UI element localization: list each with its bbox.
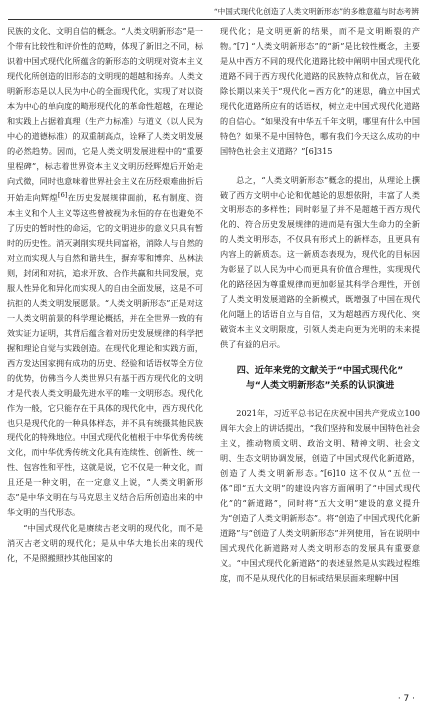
page-number: · 7 ·: [397, 694, 415, 704]
left-paragraph-1-tail: 在历史发展规律面前，私有制度、资本主义和个人主义等这些曾被视为永恒的存在也避免不了历史的暂时性的命运，它的文明进步的意义只具有暂时的历史性。消灭剥削实现共同富裕，消除人与自然的对立而实现人与自然和谐共生，摒弃零和博弈、丛林法则，封闭和对抗，追求开放、合作共赢和共同发展，克服人性异化和异化而实现人的自由全面发展，这是不可抗拒的人类文明发展愿景。“人类文明新形态”正是对这一人类文明前景的科学理论概括，并在全世界一致的有效实证力证明，其背后蕴含着对历史发展规律的科学把握和理论自觉与实践创造。在现代化理论和实践方面，西方发达国家拥有成功的历史、经验和话语权等全方位的优势，仿佛当今人类世界只有基于西方现代化的文明才是代表人类文明最先进水平的唯一文明形态。现代化作为一般，它只能存在于具体的现代化中，西方现代化也只是现代化的一种具体样态，并不具有统摄其他民族现代化的特殊地位。中国式现代化植根于中华优秀传统文化，而中华优秀传统文化具有连续性、创新性、统一性、包容性和平性，这就是说，它不仅是一种文化，而且还是一种文明，在一定意义上说，“人类文明新形态”是中华文明在与马克思主义结合后所创造出来的中华文明的当代形态。: [7, 193, 203, 518]
section-heading-line-2: 与“人类文明新形态”关系的认识演进: [245, 381, 395, 392]
running-header: “中国式现代化创造了人类文明新形态”的多维意蕴与时态考辨: [213, 7, 419, 16]
right-paragraph-2021: 2021年，习近平总书记在庆祝中国共产党成立100周年大会上的讲话提出，“我们坚持和发展中国特色社会主义，推动物质文明、政治文明、精神文明、社会文明、生态文明协调发展，创造了中国式现代化新道路，创造了人类文明新形态。”[6]10 这不仅从“五位一体”即“五大文明”的建设内容方面阐明了“中国式现代化”的“新道路”，同时将“五大文明”建设的意义提升为“创造了人类文明新形态”。将“创造了中国式现代化新道路”与“创造了人类文明新形态”并列使用，旨在说明中国式现代化新道路对人类文明形态的发展具有重要意义。“中国式现代化新道路”的表述显然是从实践过程维度，而不是从现代化的目标或结果层面来理解中国: [220, 408, 420, 583]
citation: [6]: [57, 191, 68, 200]
right-paragraph-continuation: 现代化；是文明更新的结果，而不是文明断裂的产物。”[7] “人类文明新形态”的“新”是比较性概念，主要是从中西方不同的现代化道路比较中阐明中国式现代化道路不同于西方现代化道路的民族特点和优点，旨在破除长期以来关于“现代化＝西方化”的迷思，确立中国式现代化道路所应有的话语权，树立走中国式现代化道路的自信心。“如果没有中华五千年文明，哪里有什么中国特色？如果不是中国特色，哪有我们今天这么成功的中国特色社会主义道路？”[6]315: [220, 26, 420, 156]
left-paragraph-1: [7, 24, 203, 520]
section-heading: [220, 364, 420, 394]
left-column: [7, 24, 203, 566]
left-paragraph-1-text: 民族的文化、文明自信的概念。“人类文明新形态”是一个带有比较性和评价性的范畴，体现了新旧之不同，标识着中国式现代化所蕴含的新形态的文明现对资本主义现代化所创造的旧形态的文明现的超越和扬弃。人类文明新形态是以人民为中心的全面现代化，实现了对以资本为中心的单向度的畸形现代化的革命性超越，在理论和实践上占据着真理（生产力标准）与道义（以人民为中心的道德标准）的双重制高点，诠释了人类文明发展的必然趋势。因而，它是人类文明发展进程中的“重要里程碑”，标志着世界资本主义文明历经辉煌后开始走向式微，同时也意味着世界社会主义在历经艰难曲折后开始走向辉煌: [7, 26, 203, 204]
section-heading-line-1: 四、近年来党的文献关于“中国式现代化”: [236, 366, 404, 377]
right-column: [220, 24, 420, 585]
right-paragraph-summary: 总之，“人类文明新形态”概念的提出，从理论上撰破了西方文明中心论和优越论的思想依附，丰富了人类文明形态的多样性；同时彰显了并不是超越于西方现代化的、符合历史发展规律的进而是有强大生命力的全新的人类文明形态，不仅具有形式上的新样态，且更具有内容上的新质态。这一新质态表现为，现代化的目标因为彰显了以人民为中心而更具有价值合理性，实现现代化的路径因为尊重规律而更加彰显其科学合理性，开创了人类文明发展道路的全新模式，既增强了中国在现代化问题上的话语自立与自信，又为超越西方现代化、突破资本主义文明限度，引领人类走向更为光明的未来提供了有益的启示。: [220, 174, 420, 350]
header-rule: [8, 19, 419, 20]
left-paragraph-2: “中国式现代化是赓续古老文明的现代化，而不是消灭古老文明的现代化；是从中华大地长出来的现代化，不是照搬照抄其他国家的: [7, 523, 203, 564]
